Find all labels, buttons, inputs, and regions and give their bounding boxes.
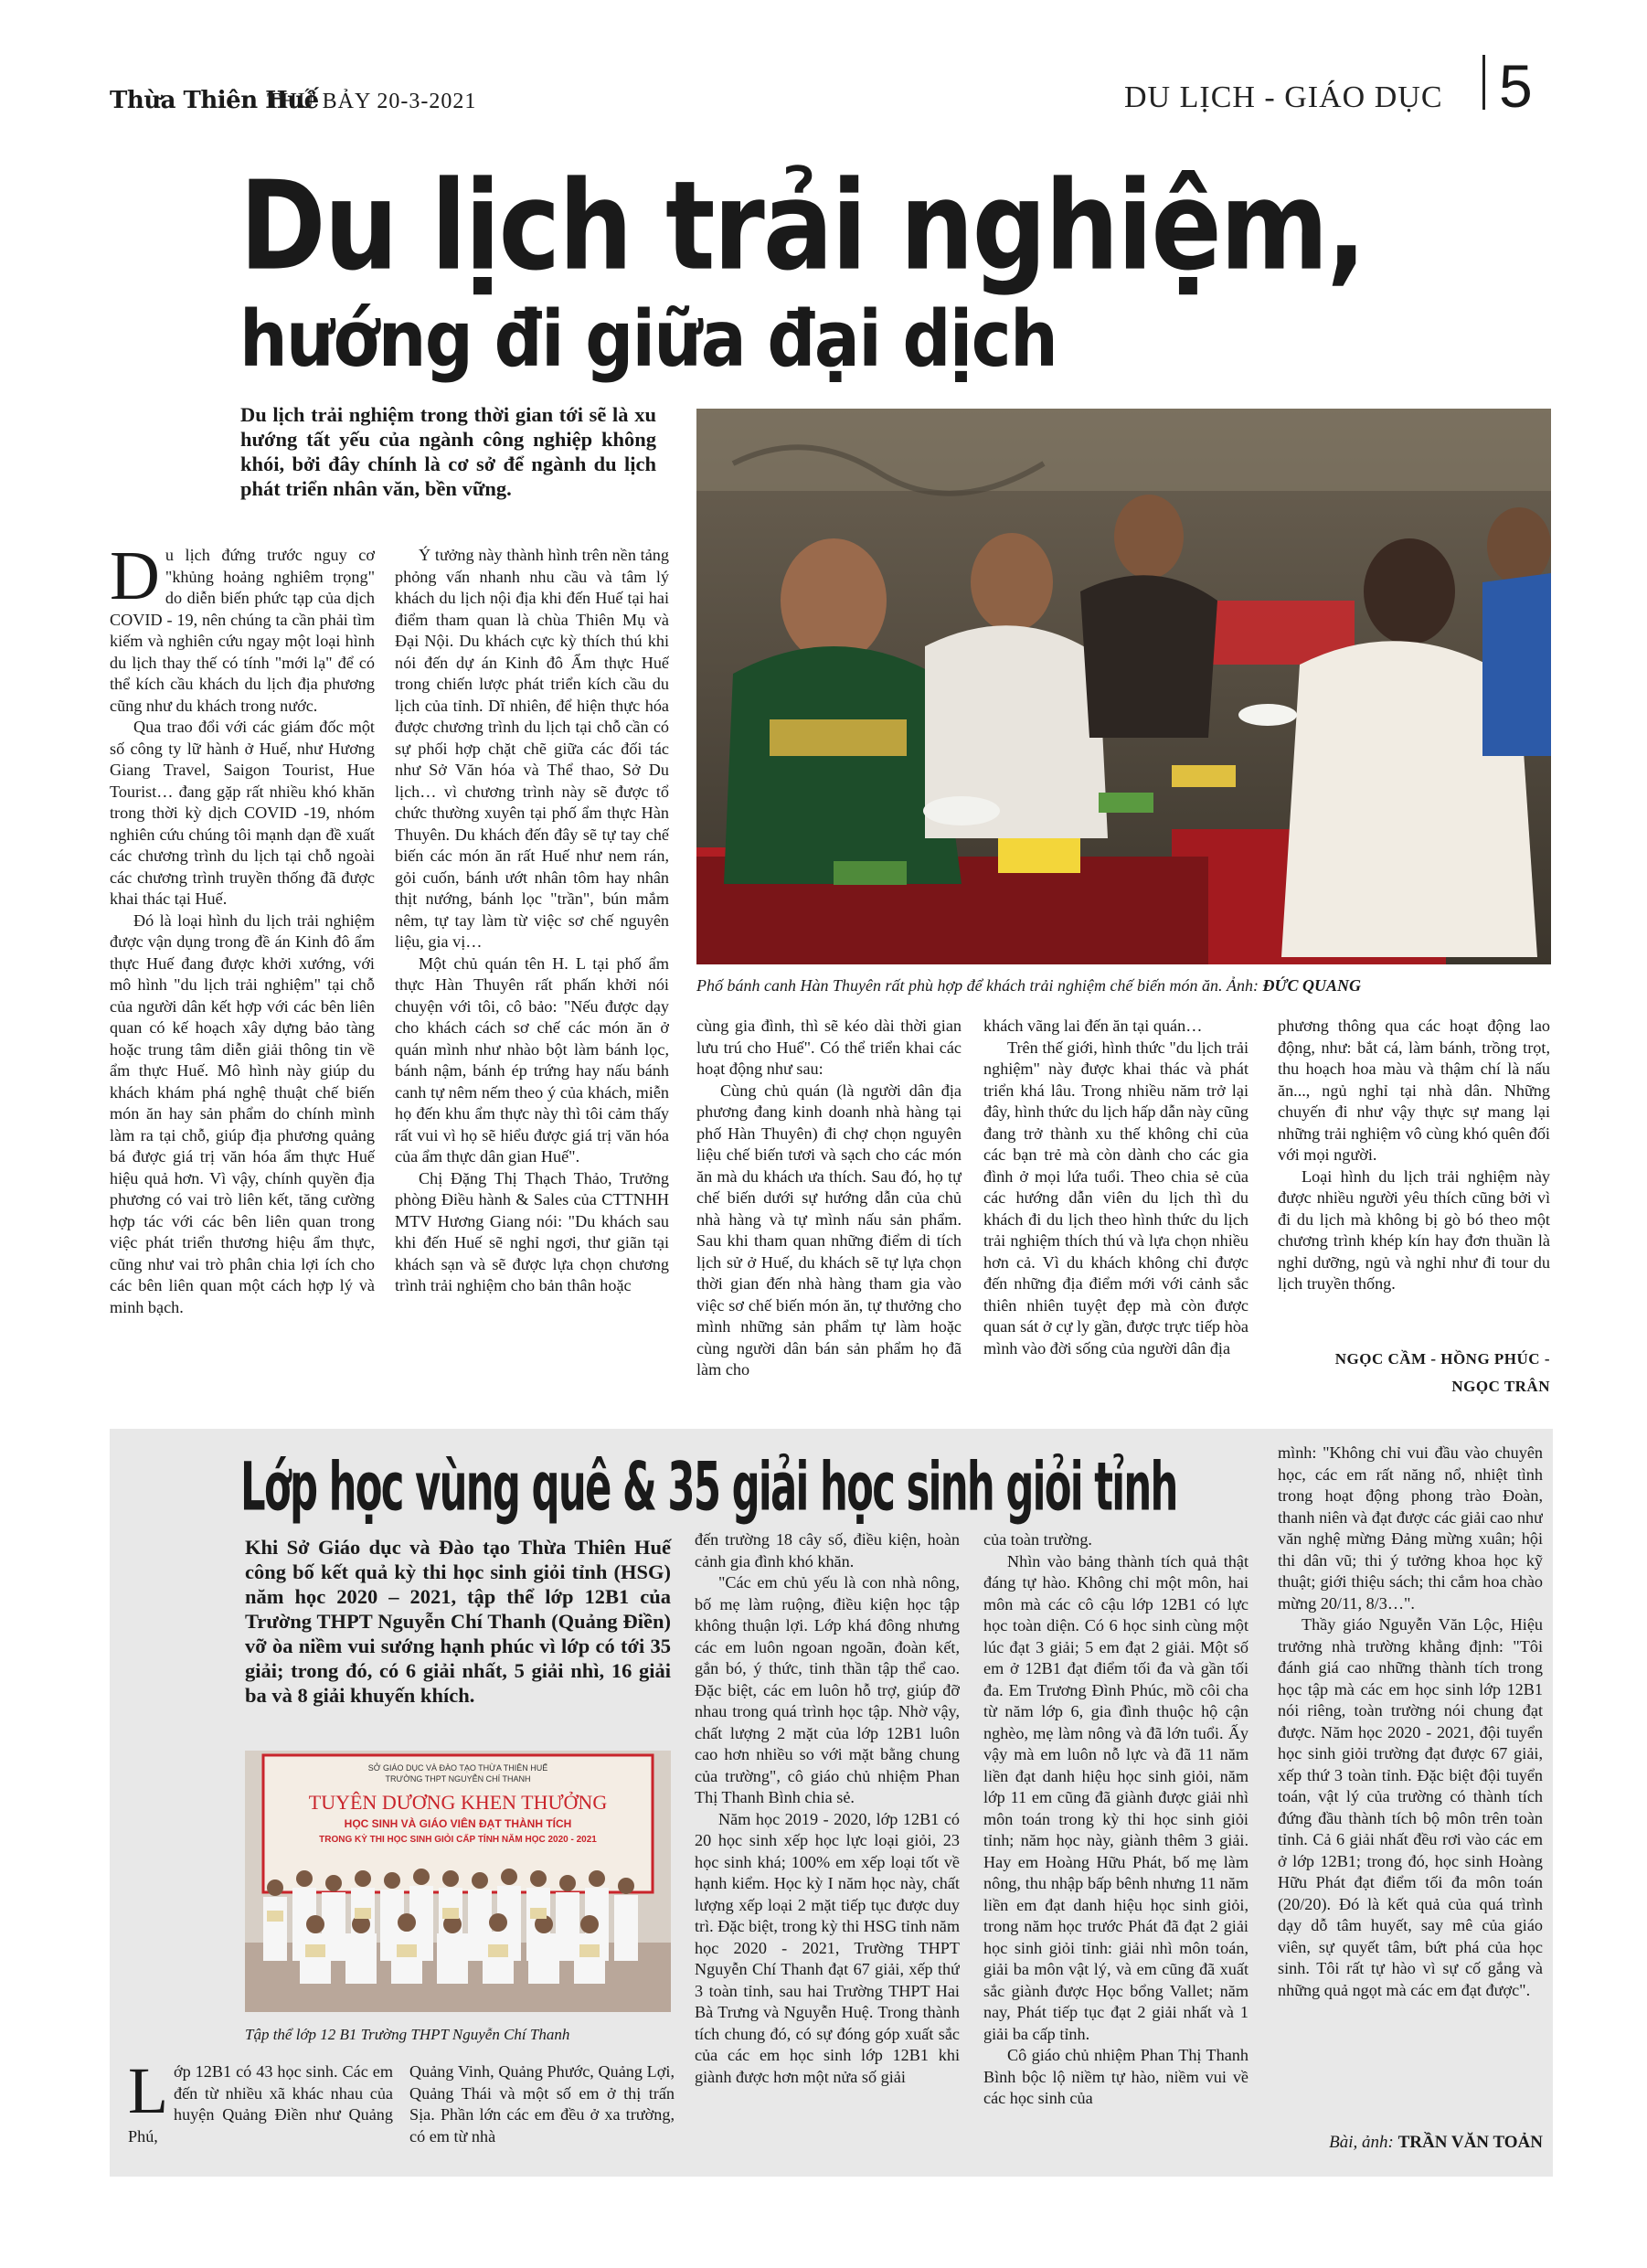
photo-credit: ĐỨC QUANG <box>1262 976 1361 995</box>
article2-paragraph: Cô giáo chủ nhiệm Phan Thị Thanh Bình bộc lộ niềm tự hào, niềm vui về các học sinh của <box>983 2046 1249 2107</box>
class-photo-illustration <box>245 1751 671 2012</box>
article2-paragraph: ớp 12B1 có 43 học sinh. Các em đến từ nhiều xã khác nhau của huyện Quảng Điền như Quảng Phú, <box>128 2062 393 2146</box>
article1-paragraph: Chị Đặng Thị Thạch Thảo, Trưởng phòng Điều hành & Sales của CTTNHH MTV Hương Giang nói: "Du khách sau khi đến Huế sẽ nghỉ ngơi, thư giãn tại khách sạn và sẽ được lựa chọn chương trình trải nghiệm cho bản thân hoặc <box>395 1168 669 1294</box>
article2-paragraph: Quảng Vinh, Quảng Phước, Quảng Lợi, Quảng Thái và một số em ở thị trấn Sịa. Phần lớn các em đều ở xa trường, có em từ nhà <box>409 2062 675 2146</box>
article2-paragraph: Nhìn vào bảng thành tích quả thật đáng tự hào. Không chỉ một môn, hai môn mà các cô cậu lớp 12B1 có lực học toàn diện. Có 6 học sinh cùng một lúc đạt 3 giải; 5 em đạt 2 giải. Một số em ở 12B1 đạt điểm tối đa và gần tối đa. Em Trương Đình Phúc, mồ côi cha từ năm lớp 6, gia đình thuộc hộ cận nghèo, mẹ làm nông và đã lớn tuổi. Ấy vậy mà em luôn nỗ lực và đã 11 năm liền đạt danh hiệu học sinh giỏi, năm lớp 11 em cũng đã giành được giải nhì môn toán trong kỳ thi học sinh giỏi tỉnh; năm học này, giành thêm 3 giải. Hay em Hoàng Hữu Phát, bố mẹ làm nông, thu nhập bấp bênh nhưng 11 năm liền em đạt danh hiệu học sinh giỏi, trong năm học trước Phát đã đạt 2 giải học sinh giỏi tỉnh: giải nhì môn toán, giải ba môn vật lý, và em cũng đã xuất sắc giành được Học bổng Vallet; năm nay, Phát tiếp tục đạt 2 giải nhất và 1 giải ba cấp tỉnh. <box>983 1551 1249 2043</box>
article1-title-line1: Du lịch trải nghiệm, <box>239 154 1365 298</box>
street-food-photo <box>696 409 1551 964</box>
article2-column-3 <box>983 1529 1249 2169</box>
article1-paragraph: Một chủ quán tên H. L tại phố ẩm thực Hàn Thuyên rất phấn khởi nói chuyện với tôi, cô bảo: "Nếu được dạy cho khách cách sơ chế các món ăn ở quán mình như nhào bột làm bánh lọc, bánh nậm, bánh ép trứng hay nấu bánh canh tự nêm nếm theo ý của khách, miễn họ đến khu ẩm thực này thì tôi cảm thấy rất vui vì họ sẽ hiểu được giá trị văn hóa của ẩm thực dân gian Huế". <box>395 953 669 1166</box>
banner-title: TUYÊN DƯƠNG KHEN THƯỞNG <box>308 1791 608 1814</box>
banner-sub2: TRONG KỲ THI HỌC SINH GIỎI CẤP TỈNH NĂM HỌC 2020 - 2021 <box>319 1835 597 1845</box>
article1-column-5 <box>1278 1016 1550 1345</box>
class-photo <box>245 1751 671 2012</box>
issue-date: THỨ BẢY 20-3-2021 <box>267 90 477 113</box>
article2-title: Lớp học vùng quê & 35 giải học sinh giỏi tỉnh <box>240 1449 1177 1527</box>
article1-lead: Du lịch trải nghiệm trong thời gian tới sẽ là xu hướng tất yếu của ngành công nghiệp không khói, bởi đây chính là cơ sở để ngành du lịch phát triển nhân văn, bền vững. <box>240 403 656 500</box>
article1-column-2 <box>395 545 669 1404</box>
article1-column-1 <box>110 545 375 1404</box>
publication-name: Thừa Thiên Huế <box>110 87 319 114</box>
banner-line2: TRƯỜNG THPT NGUYỄN CHÍ THANH <box>385 1774 531 1784</box>
article2-column-4 <box>1278 1443 1543 2124</box>
article2-paragraph: của toàn trường. <box>983 1530 1092 1549</box>
article2-column-1a <box>128 2061 393 2171</box>
article2-paragraph: "Các em chủ yếu là con nhà nông, bố mẹ làm ruộng, điều kiện học tập không thuận lợi. Lớp khá đông nhưng các em luôn ngoan ngoãn, đoàn kết, gắn bó, ý thức, tinh thần tập thể cao. Đặc biệt, các em luôn hỗ trợ, giúp đỡ nhau trong quá trình học tập. Nhờ vậy, chất lượng 2 mặt của lớp 12B1 luôn cao hơn nhiều so với mặt bằng chung của trường", cô giáo chủ nhiệm Phan Thị Thanh Bình chia sẻ. <box>695 1573 960 1806</box>
article1-paragraph: khách vãng lai đến ăn tại quán… <box>983 1017 1203 1035</box>
banner-line1: SỞ GIÁO DỤC VÀ ĐÀO TẠO THỪA THIÊN HUẾ <box>367 1763 548 1773</box>
article1-title-line2: hướng đi giữa đại dịch <box>239 294 1057 385</box>
article1-column-3 <box>696 1016 962 1409</box>
article1-paragraph: cùng gia đình, thì sẽ kéo dài thời gian lưu trú cho Huế". Có thể triển khai các hoạt động như sau: <box>696 1017 962 1078</box>
article2-paragraph: Năm học 2019 - 2020, lớp 12B1 có 20 học sinh xếp học lực loại giỏi, 23 học sinh khá; 100% em xếp loại tốt về hạnh kiểm. Học kỳ I năm học này, chất lượng xếp loại 2 mặt tiếp tục được duy trì. Đặc biệt, trong kỳ thi HSG tỉnh năm học 2020 - 2021, Trường THPT Nguyễn Chí Thanh đạt 67 giải, xếp thứ 3 toàn tỉnh, sau hai Trường THPT Hai Bà Trưng và Nguyễn Huệ. Trong thành tích chung đó, có sự đóng góp xuất sắc của các em học sinh lớp 12B1 khi giành được hơn một nửa số giải <box>695 1809 960 2086</box>
article1-paragraph: phương thông qua các hoạt động lao động, như: bắt cá, làm bánh, trồng trọt, thu hoạch hoa màu và thậm chí là nấu ăn..., ngủ nghỉ tại nhà dân. Những chuyến đi như vậy thực sự mang lại những trải nghiệm vô cùng khó quên đối với mọi người. <box>1278 1017 1550 1164</box>
article1-paragraph: Qua trao đổi với các giám đốc một số công ty lữ hành ở Huế, như Hương Giang Travel, Saigon Tourist, Hue Tourist… đang gặp rất nhiều khó khăn trong thời kỳ dịch COVID -19, nhóm nghiên cứu chúng tôi mạnh dạn đề xuất các chương trình du lịch tại chỗ ngoài các chương trình truyền thống đã được khai thác tại Huế. <box>110 718 375 908</box>
header-divider <box>1482 55 1485 110</box>
article1-paragraph: Đó là loại hình du lịch trải nghiệm được vận dụng trong đề án Kinh đô ẩm thực Huế đang được khởi xướng, với mô hình "du lịch trải nghiệm" tại chỗ của người dân kết hợp với các bên liên quan có kế hoạch xây dựng bảo tàng hoặc trung tâm diễn giải thông tin về ẩm thực Huế. Mô hình này giúp du khách khám phá nghệ thuật chế biến món ăn hay sản phẩm do chính mình làm ra tại chỗ, giúp địa phương quảng bá được giá trị văn hóa ẩm thực Huế hiệu quả hơn. Vì vậy, chính quyền địa phương có vai trò liên kết, tăng cường hợp tác với các bên liên quan trong việc phát triển thương hiệu ẩm thực, cũng như vai trò phân chia lợi ích cho các bên liên quan một cách hợp lý và minh bạch. <box>110 910 375 1316</box>
banner-sub1: HỌC SINH VÀ GIÁO VIÊN ĐẠT THÀNH TÍCH <box>344 1817 572 1830</box>
article2-column-2 <box>695 1529 960 2169</box>
street-food-photo-illustration <box>696 409 1551 964</box>
article1-photo-caption <box>696 976 1556 996</box>
byline-name: TRẦN VĂN TOẢN <box>1397 2133 1543 2152</box>
article1-byline <box>1278 1346 1550 1400</box>
article1-paragraph: Trên thế giới, hình thức "du lịch trải nghiệm" này được khai thác và phát triển khá lâu. Trong nhiều năm trở lại đây, hình thức du lịch hấp dẫn này cũng đang trở thành xu thế không chỉ của các bạn trẻ mà còn dành cho các gia đình ở mọi lứa tuổi. Theo chia sẻ của các hướng dẫn viên du lịch thì du khách đi du lịch theo hình thức du lịch trải nghiệm thích thú và lựa chọn nhiều hơn cả. Vì du khách không chỉ được đến những địa điểm mới với cảnh sắc thiên nhiên tuyệt đẹp mà còn được quan sát ở cự ly gần, được trực tiếp hòa mình vào đời sống của người dân địa <box>983 1038 1249 1358</box>
article1-paragraph: Ý tưởng này thành hình trên nền tảng phỏng vấn nhanh nhu cầu và tâm lý khách du lịch nội địa khi đến Huế tại hai điểm tham quan là chùa Thiên Mụ và Đại Nội. Du khách cực kỳ thích thú khi nói đến dự án Kinh đô Ẩm thực Huế trong chiến lược phát triển kích cầu du lịch của tỉnh. Dĩ nhiên, để hiện thực hóa được chương trình du lịch tại chỗ cần có sự phối hợp chặt chẽ giữa các đối tác như Sở Văn hóa và Thể thao, Sở Du lịch… vì chương trình này sẽ được tổ chức thường xuyên tại phố ẩm thực Hàn Thuyên. Du khách đến đây sẽ tự tay chế biến các món ăn rất Huế như nem rán, gỏi cuốn, bánh ướt nhân tôm hay nhân thịt nướng, bánh lọc "trần", bún mắm nêm, tự tay làm từ việc sơ chế nguyên liệu, gia vị… <box>395 546 669 951</box>
article1-paragraph: Loại hình du lịch trải nghiệm này được nhiều người yêu thích cũng bởi vì đi du lịch mà không bị gò bó theo một chương trình khép kín hay đơn thuần là nghỉ dưỡng, ngủ và nghỉ như đi tour du lịch truyền thống. <box>1278 1166 1550 1293</box>
article2-paragraph: mình: "Không chỉ vui đầu vào chuyên học, các em rất năng nổ, nhiệt tình trong hoạt động phong trào Đoàn, thanh niên và đạt được các giải cao như văn nghệ mừng Đảng mừng xuân; hội thi dân vũ; thi ý tưởng khoa học kỹ thuật; giới thiệu sách; thi cắm hoa chào mừng 20/11, 8/3…". <box>1278 1443 1543 1613</box>
article2-byline <box>1278 2133 1543 2153</box>
article1-column-4 <box>983 1016 1249 1409</box>
byline-prefix: Bài, ảnh: <box>1329 2133 1394 2152</box>
article2-lead: Khi Sở Giáo dục và Đào tạo Thừa Thiên Huế công bố kết quả kỳ thi học sinh giỏi tỉnh (HSG) năm học 2020 – 2021, tập thể lớp 12B1 của Trường THPT Nguyễn Chí Thanh (Quảng Điền) vỡ òa niềm vui sướng hạnh phúc vì lớp có tới 35 giải; trong đó, có 6 giải nhất, 5 giải nhì, 16 giải ba và 8 giải khuyến khích. <box>245 1536 671 1707</box>
byline-line1: NGỌC CẦM - HỒNG PHÚC - <box>1334 1350 1550 1368</box>
article2-paragraph: Thầy giáo Nguyễn Văn Lộc, Hiệu trưởng nhà trường khẳng định: "Tôi đánh giá cao những thành tích trong học tập mà các em học sinh lớp 12B1 nói riêng, toàn trường nói chung đạt được. Năm học 2020 - 2021, đội tuyển học sinh giỏi trường đạt được 67 giải, xếp thứ 3 toàn tỉnh. Đặc biệt đội tuyển toán, vật lý của trường có thành tích đứng đầu thành tích bộ môn trên toàn tỉnh. Cả 6 giải nhất đều rơi vào các em ở lớp 12B1; trong đó, học sinh Hoàng Hữu Phát đạt điểm tối đa môn toán (20/20). Đó là kết quả của quá trình dạy dỗ tâm huyết, say mê của giáo viên, sự quyết tâm, bứt phá của học sinh. Tôi rất tự hào vì sự cố gắng và những quả ngọt mà các em đạt được". <box>1278 1615 1543 1999</box>
article2-column-1b <box>409 2061 675 2171</box>
page-number: 5 <box>1499 52 1533 120</box>
byline-line2: NGỌC TRÂN <box>1451 1378 1550 1395</box>
article2-photo-caption: Tập thể lớp 12 B1 Trường THPT Nguyễn Chí Thanh <box>245 2026 570 2043</box>
photo-caption-text: Phố bánh canh Hàn Thuyên rất phù hợp để khách trải nghiệm chế biến món ăn. Ảnh: <box>696 976 1259 995</box>
article1-dropcap: D <box>110 545 160 614</box>
article2-dropcap: L <box>128 2061 168 2127</box>
section-title: DU LỊCH - GIÁO DỤC <box>1124 80 1443 114</box>
article1-paragraph: u lịch đứng trước nguy cơ "khủng hoảng nghiêm trọng" do diễn biến phức tạp của dịch COVID - 19, nên chúng ta cần phải tìm kiếm và nghiên cứu ngay một loại hình du lịch thay thế có tính "mới lạ" để có thể kích cầu khách du lịch địa phương cũng như du khách trong nước. <box>110 546 375 715</box>
article2-paragraph: đến trường 18 cây số, điều kiện, hoàn cảnh gia đình khó khăn. <box>695 1530 960 1571</box>
article1-paragraph: Cùng chủ quán (là người dân địa phương đang kinh doanh nhà hàng tại phố Hàn Thuyên) đi chợ chọn nguyên liệu chế biến tươi và sạch cho các món ăn mà du khách ưa thích. Sau đó, họ tự chế biến dưới sự hướng dẫn của chủ nhà hàng và tự mình nấu sản phẩm. Sau khi tham quan những điểm di tích lịch sử ở Huế, du khách sẽ tự lựa chọn thời gian đến nhà hàng tham gia vào việc sơ chế biến món ăn, tự thưởng cho mình những sản phẩm tự làm hoặc cùng người dân bán sản phẩm họ đã làm cho <box>696 1081 962 1379</box>
